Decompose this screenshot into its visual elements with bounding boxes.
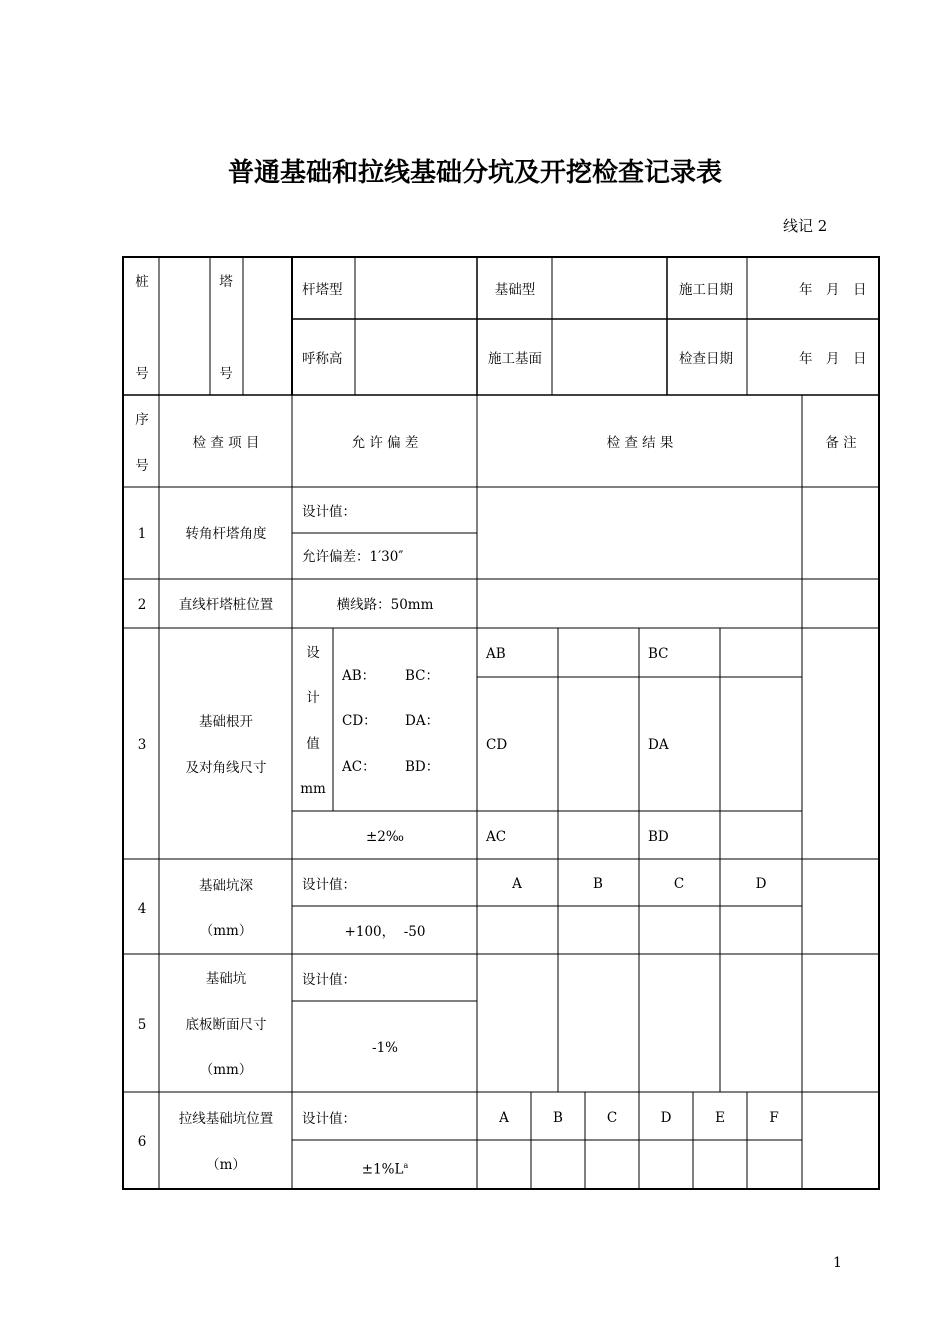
dimension-label: DA：	[405, 713, 440, 729]
design-value-label: 设计值：	[302, 1111, 356, 1127]
pile-number-label: 号	[135, 366, 149, 382]
design-value-char: 计	[306, 690, 320, 706]
design-value-char: 设	[306, 645, 320, 661]
design-value-char: 值	[306, 736, 320, 752]
tolerance-value: -1%	[372, 1040, 398, 1056]
dimension-label: BC：	[405, 668, 440, 684]
design-value-label: 设计值：	[302, 504, 356, 520]
tolerance-superscript: a	[403, 1161, 409, 1170]
result-label: AC	[486, 829, 507, 845]
item-label: 直线杆塔桩位置	[178, 597, 274, 613]
page-number: 1	[833, 1255, 842, 1271]
dimension-label: AC：	[342, 759, 376, 775]
item-label: （mm）	[199, 923, 253, 939]
construction-base-label: 施工基面	[488, 351, 542, 367]
row-number: 3	[137, 737, 147, 753]
design-value-label: 设计值：	[302, 972, 356, 988]
construction-date-label: 施工日期	[679, 282, 733, 298]
design-value-label: 设计值：	[302, 877, 356, 893]
column-label: F	[769, 1110, 779, 1126]
seq-header: 号	[135, 458, 149, 474]
row-number: 6	[137, 1134, 147, 1150]
row-number: 5	[137, 1017, 147, 1033]
foundation-type-label: 基础型	[494, 282, 536, 298]
tower-number-label: 塔	[219, 274, 233, 290]
tower-number-label: 号	[219, 366, 233, 382]
page-title: 普通基础和拉线基础分坑及开挖检查记录表	[227, 158, 722, 188]
tolerance-value: 横线路：50mm	[336, 597, 434, 613]
inspection-date-label: 检查日期	[679, 351, 733, 367]
item-label: （m）	[206, 1157, 246, 1173]
column-label: B	[553, 1110, 563, 1126]
column-label: A	[512, 876, 522, 892]
construction-date-value: 年 月 日	[799, 282, 867, 298]
tolerance-header: 允 许 偏 差	[351, 435, 419, 451]
result-label: DA	[648, 737, 669, 753]
column-label: C	[673, 876, 685, 892]
result-label: AB	[486, 646, 506, 662]
column-label: B	[593, 876, 603, 892]
dimension-label: BD：	[405, 759, 440, 775]
item-label: 及对角线尺寸	[185, 760, 267, 776]
item-header: 检 查 项 目	[192, 435, 260, 451]
item-label: （mm）	[199, 1062, 253, 1078]
tolerance-value: 允许偏差：1′30″	[302, 549, 404, 565]
dimension-label: AB：	[342, 668, 376, 684]
item-label: 基础根开	[199, 714, 253, 730]
document-number: 线记 2	[783, 217, 828, 235]
result-label: BC	[648, 646, 669, 662]
item-label: 拉线基础坑位置	[178, 1111, 274, 1127]
tolerance-value	[362, 1158, 408, 1178]
tolerance-value: +100， -50	[344, 924, 426, 940]
column-label: D	[660, 1110, 672, 1126]
tower-type-label: 杆塔型	[302, 282, 343, 298]
item-label: 转角杆塔角度	[185, 526, 267, 542]
item-label: 基础坑深	[199, 878, 253, 894]
tolerance-value: ±2‰	[365, 829, 405, 845]
inspection-date-value: 年 月 日	[799, 351, 867, 367]
dimension-label: CD：	[342, 713, 377, 729]
row-number: 4	[137, 901, 147, 917]
tolerance-text: ±1%L	[361, 1161, 404, 1178]
column-label: D	[755, 876, 767, 892]
result-label: CD	[486, 737, 508, 753]
result-label: BD	[648, 829, 669, 845]
column-label: E	[715, 1110, 725, 1126]
item-label: 底板断面尺寸	[185, 1017, 267, 1033]
remark-header: 备 注	[825, 435, 857, 451]
result-header: 检 查 结 果	[606, 435, 674, 451]
design-value-char: mm	[300, 781, 326, 797]
row-number: 1	[137, 526, 147, 542]
pile-number-label: 桩	[135, 274, 149, 290]
column-label: C	[606, 1110, 618, 1126]
item-label: 基础坑	[205, 971, 247, 987]
nominal-height-label: 呼称高	[302, 351, 343, 367]
row-number: 2	[137, 597, 147, 613]
column-label: A	[499, 1110, 509, 1126]
seq-header: 序	[135, 412, 149, 428]
